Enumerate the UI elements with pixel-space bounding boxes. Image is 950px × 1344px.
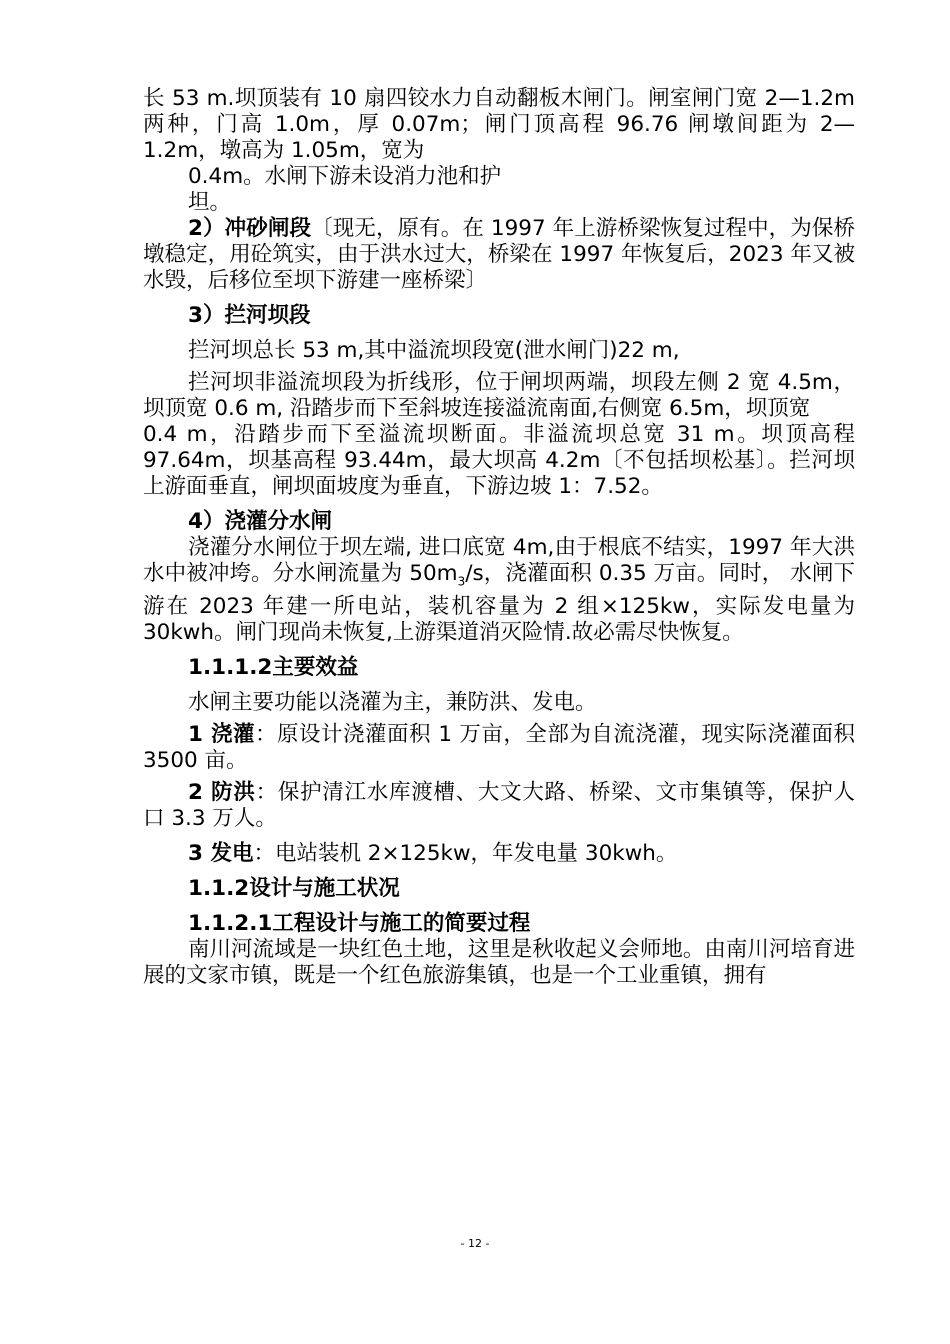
irrigation-benefit-text: ：原设计浇灌面积 1 万亩，全部为自流浇灌，现实际浇灌面积 3500 亩。 xyxy=(143,722,855,774)
paragraph-dam-length: 拦河坝总长 53 m,其中溢流坝段宽(泄水闸门)22 m, xyxy=(188,338,680,363)
paragraph-power-generation xyxy=(143,841,855,867)
label-power-generation: 3 发电 xyxy=(188,841,254,867)
sand-flush-gate-text: 〔现无，原有。在 1997 年上游桥梁恢复过程中，为保桥墩稳定，用砼筑实，由于洪水过大，桥梁在 1997 年恢复后，2023 年又被水毁，后移位至坝下游建一座桥梁〕 xyxy=(143,216,856,293)
subscript-3: 3 xyxy=(457,574,466,589)
paragraph-irrigation-benefit xyxy=(143,722,855,774)
heading-main-benefits: 1.1.1.2主要效益 xyxy=(188,655,359,681)
page-number: - 12 - xyxy=(460,1237,490,1250)
irrigation-gate-text-b: /s，浇灌面积 0.35 万亩。同时， 水闸下游在 2023 年建一所电站，装机容量为 2 组×125kw，实际发电量为 30kwh。闸门现尚未恢复,上游渠道消灭险情.故必需尽快恢复。 xyxy=(143,561,855,646)
paragraph-gate-dimensions: 长 53 m.坝顶装有 10 扇四铰水力自动翻板木闸门。闸室闸门宽 2—1.2m 两种，门高 1.0m，厚 0.07m；闸门顶高程 96.76 闸墩间距为 2—1.2m，墩高为 1.05m，宽为 xyxy=(143,86,855,163)
paragraph-flood-control xyxy=(143,780,855,832)
paragraph-gate-dimensions-cont: 0.4m。水闸下游未设消力池和护 xyxy=(188,164,502,189)
page-content xyxy=(143,86,855,989)
paragraph-dam-elevation: 0.4 m，沿踏步而下至溢流坝断面。非溢流坝总宽 31 m。坝顶高程 97.64m，坝基高程 93.44m，最大坝高 4.2m〔不包括坝松基〕。拦河坝上游面垂直，闸坝面坡度为垂直，下游边坡 1：7.52。 xyxy=(143,422,855,499)
power-generation-text: ：电站装机 2×125kw，年发电量 30kwh。 xyxy=(253,841,678,867)
heading-design-process: 1.1.2.1工程设计与施工的简要过程 xyxy=(188,911,531,937)
paragraph-irrigation-gate xyxy=(143,535,855,646)
section-label-sand-flush-gate: 2）冲砂闸段 xyxy=(188,216,312,241)
heading-dam-section: 3）拦河坝段 xyxy=(188,303,311,328)
paragraph-gate-dimensions-end: 坦。 xyxy=(188,190,232,215)
label-irrigation: 1 浇灌 xyxy=(188,722,255,748)
paragraph-nanchuan-river: 南川河流域是一块红色土地，这里是秋收起义会师地。由南川河培育进展的文家市镇，既是一个红色旅游集镇，也是一个工业重镇，拥有 xyxy=(143,937,855,989)
paragraph-non-overflow-dam: 拦河坝非溢流坝段为折线形，位于闸坝两端，坝段左侧 2 宽 4.5m， 坝顶宽 0.6 m, 沿踏步而下至斜坡连接溢流南面,右侧宽 6.5m，坝顶宽 xyxy=(143,370,855,421)
paragraph-main-function: 水闸主要功能以浇灌为主，兼防洪、发电。 xyxy=(188,690,597,716)
label-flood-control: 2 防洪 xyxy=(188,780,256,806)
heading-irrigation-gate: 4）浇灌分水闸 xyxy=(188,509,332,534)
heading-design-construction: 1.1.2设计与施工状况 xyxy=(188,876,400,902)
paragraph-sand-flush-gate xyxy=(143,216,855,294)
flood-control-text: ：保护清江水库渡槽、大文大路、桥梁、文市集镇等，保护人口 3.3 万人。 xyxy=(143,780,855,832)
irrigation-gate-text-a: 浇灌分水闸位于坝左端, 进口底宽 4m,由于根底不结实，1997 年大洪水中被冲垮。分水闸流量为 50m xyxy=(143,535,855,586)
